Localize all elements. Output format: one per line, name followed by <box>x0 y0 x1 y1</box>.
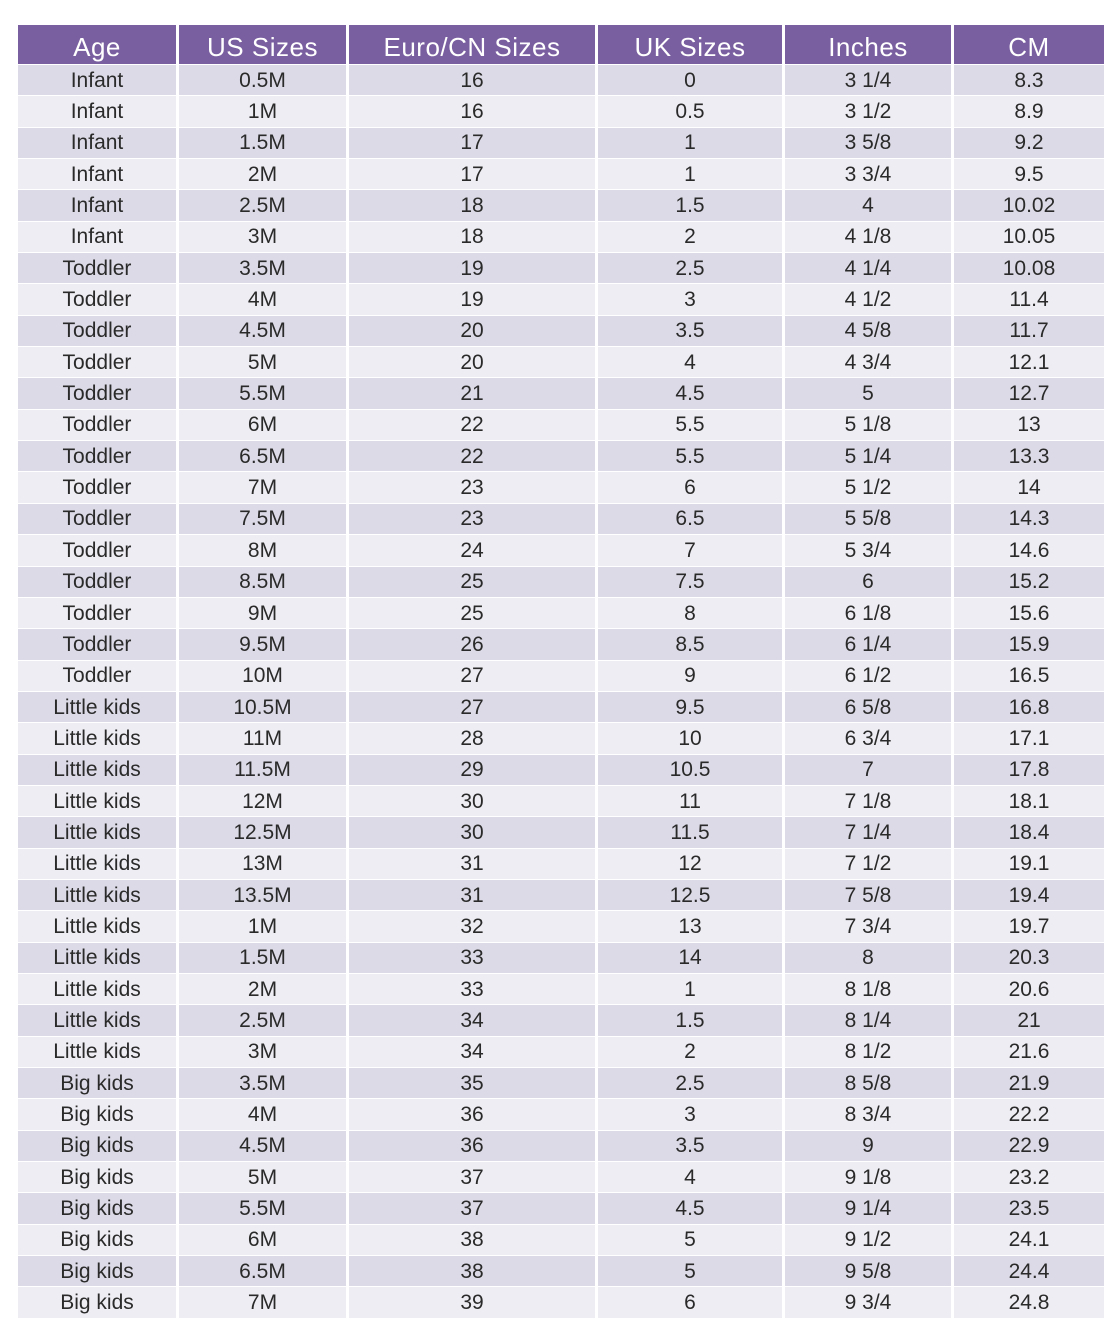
table-row <box>18 1161 1104 1192</box>
us-size-cell: 3.5M <box>179 252 349 283</box>
uk-size-cell: 5 <box>598 1255 785 1286</box>
cm-cell: 15.6 <box>954 597 1104 628</box>
header-inches: Inches <box>785 25 954 64</box>
euro-cn-size-cell: 33 <box>349 973 598 1004</box>
us-size-cell: 4M <box>179 283 349 314</box>
uk-size-cell: 10 <box>598 722 785 753</box>
us-size-cell: 12.5M <box>179 816 349 847</box>
inches-cell: 4 <box>785 189 954 220</box>
inches-cell: 3 1/4 <box>785 64 954 95</box>
us-size-cell: 5.5M <box>179 377 349 408</box>
euro-cn-size-cell: 16 <box>349 64 598 95</box>
uk-size-cell: 3.5 <box>598 1130 785 1161</box>
uk-size-cell: 0.5 <box>598 95 785 126</box>
age-cell: Infant <box>18 64 179 95</box>
cm-cell: 22.9 <box>954 1130 1104 1161</box>
age-cell: Little kids <box>18 754 179 785</box>
uk-size-cell: 2 <box>598 221 785 252</box>
inches-cell: 5 1/2 <box>785 471 954 502</box>
inches-cell: 5 3/4 <box>785 534 954 565</box>
cm-cell: 15.9 <box>954 628 1104 659</box>
header-uk-sizes: UK Sizes <box>598 25 785 64</box>
uk-size-cell: 6 <box>598 471 785 502</box>
age-cell: Little kids <box>18 879 179 910</box>
cm-cell: 17.8 <box>954 754 1104 785</box>
euro-cn-size-cell: 34 <box>349 1004 598 1035</box>
us-size-cell: 13M <box>179 848 349 879</box>
cm-cell: 14 <box>954 471 1104 502</box>
uk-size-cell: 5.5 <box>598 440 785 471</box>
us-size-cell: 10.5M <box>179 691 349 722</box>
table-row <box>18 221 1104 252</box>
uk-size-cell: 6.5 <box>598 503 785 534</box>
age-cell: Little kids <box>18 1036 179 1067</box>
cm-cell: 16.5 <box>954 660 1104 691</box>
table-row <box>18 1067 1104 1098</box>
cm-cell: 19.7 <box>954 910 1104 941</box>
cm-cell: 24.4 <box>954 1255 1104 1286</box>
table-row <box>18 1224 1104 1255</box>
table-row <box>18 722 1104 753</box>
euro-cn-size-cell: 37 <box>349 1161 598 1192</box>
cm-cell: 24.1 <box>954 1224 1104 1255</box>
inches-cell: 7 1/4 <box>785 816 954 847</box>
uk-size-cell: 11 <box>598 785 785 816</box>
uk-size-cell: 4.5 <box>598 377 785 408</box>
header-age: Age <box>18 25 179 64</box>
uk-size-cell: 1 <box>598 127 785 158</box>
table-row <box>18 754 1104 785</box>
cm-cell: 14.3 <box>954 503 1104 534</box>
euro-cn-size-cell: 36 <box>349 1130 598 1161</box>
age-cell: Toddler <box>18 534 179 565</box>
uk-size-cell: 7 <box>598 534 785 565</box>
age-cell: Little kids <box>18 973 179 1004</box>
age-cell: Big kids <box>18 1192 179 1223</box>
us-size-cell: 6.5M <box>179 1255 349 1286</box>
euro-cn-size-cell: 29 <box>349 754 598 785</box>
age-cell: Little kids <box>18 942 179 973</box>
table-row <box>18 566 1104 597</box>
uk-size-cell: 12.5 <box>598 879 785 910</box>
age-cell: Toddler <box>18 346 179 377</box>
table-row <box>18 158 1104 189</box>
age-cell: Little kids <box>18 785 179 816</box>
us-size-cell: 2M <box>179 973 349 1004</box>
us-size-cell: 1.5M <box>179 127 349 158</box>
inches-cell: 9 1/8 <box>785 1161 954 1192</box>
us-size-cell: 13.5M <box>179 879 349 910</box>
cm-cell: 8.3 <box>954 64 1104 95</box>
table-row <box>18 64 1104 95</box>
cm-cell: 21.6 <box>954 1036 1104 1067</box>
uk-size-cell: 3 <box>598 1098 785 1129</box>
inches-cell: 4 5/8 <box>785 315 954 346</box>
age-cell: Little kids <box>18 1004 179 1035</box>
cm-cell: 20.3 <box>954 942 1104 973</box>
euro-cn-size-cell: 21 <box>349 377 598 408</box>
uk-size-cell: 4 <box>598 1161 785 1192</box>
uk-size-cell: 8 <box>598 597 785 628</box>
euro-cn-size-cell: 19 <box>349 283 598 314</box>
table-row <box>18 848 1104 879</box>
table-row <box>18 816 1104 847</box>
age-cell: Big kids <box>18 1286 179 1317</box>
cm-cell: 21 <box>954 1004 1104 1035</box>
inches-cell: 6 3/4 <box>785 722 954 753</box>
age-cell: Big kids <box>18 1098 179 1129</box>
age-cell: Little kids <box>18 816 179 847</box>
inches-cell: 9 1/4 <box>785 1192 954 1223</box>
us-size-cell: 2.5M <box>179 1004 349 1035</box>
euro-cn-size-cell: 17 <box>349 158 598 189</box>
table-row <box>18 691 1104 722</box>
age-cell: Toddler <box>18 660 179 691</box>
age-cell: Toddler <box>18 252 179 283</box>
inches-cell: 8 <box>785 942 954 973</box>
age-cell: Infant <box>18 158 179 189</box>
cm-cell: 9.5 <box>954 158 1104 189</box>
uk-size-cell: 3.5 <box>598 315 785 346</box>
table-row <box>18 879 1104 910</box>
us-size-cell: 4.5M <box>179 315 349 346</box>
inches-cell: 6 5/8 <box>785 691 954 722</box>
table-row <box>18 910 1104 941</box>
age-cell: Big kids <box>18 1224 179 1255</box>
us-size-cell: 0.5M <box>179 64 349 95</box>
uk-size-cell: 9 <box>598 660 785 691</box>
euro-cn-size-cell: 37 <box>349 1192 598 1223</box>
inches-cell: 5 1/8 <box>785 409 954 440</box>
inches-cell: 4 1/4 <box>785 252 954 283</box>
us-size-cell: 3.5M <box>179 1067 349 1098</box>
cm-cell: 19.4 <box>954 879 1104 910</box>
us-size-cell: 9M <box>179 597 349 628</box>
age-cell: Toddler <box>18 471 179 502</box>
cm-cell: 10.08 <box>954 252 1104 283</box>
table-row <box>18 440 1104 471</box>
inches-cell: 5 1/4 <box>785 440 954 471</box>
age-cell: Little kids <box>18 691 179 722</box>
uk-size-cell: 9.5 <box>598 691 785 722</box>
table-row <box>18 346 1104 377</box>
euro-cn-size-cell: 18 <box>349 189 598 220</box>
cm-cell: 21.9 <box>954 1067 1104 1098</box>
cm-cell: 23.5 <box>954 1192 1104 1223</box>
age-cell: Toddler <box>18 628 179 659</box>
cm-cell: 9.2 <box>954 127 1104 158</box>
us-size-cell: 7M <box>179 471 349 502</box>
table-row <box>18 1192 1104 1223</box>
table-row <box>18 597 1104 628</box>
table-row <box>18 189 1104 220</box>
table-row <box>18 252 1104 283</box>
header-euro-cn-sizes: Euro/CN Sizes <box>349 25 598 64</box>
inches-cell: 9 <box>785 1130 954 1161</box>
table-row <box>18 973 1104 1004</box>
age-cell: Toddler <box>18 377 179 408</box>
us-size-cell: 2.5M <box>179 189 349 220</box>
us-size-cell: 2M <box>179 158 349 189</box>
euro-cn-size-cell: 31 <box>349 879 598 910</box>
euro-cn-size-cell: 38 <box>349 1255 598 1286</box>
inches-cell: 5 5/8 <box>785 503 954 534</box>
us-size-cell: 5M <box>179 346 349 377</box>
uk-size-cell: 7.5 <box>598 566 785 597</box>
uk-size-cell: 2.5 <box>598 1067 785 1098</box>
us-size-cell: 3M <box>179 221 349 252</box>
inches-cell: 8 1/8 <box>785 973 954 1004</box>
euro-cn-size-cell: 25 <box>349 597 598 628</box>
cm-cell: 10.02 <box>954 189 1104 220</box>
header-cm: CM <box>954 25 1104 64</box>
inches-cell: 8 1/4 <box>785 1004 954 1035</box>
uk-size-cell: 1 <box>598 158 785 189</box>
euro-cn-size-cell: 35 <box>349 1067 598 1098</box>
cm-cell: 16.8 <box>954 691 1104 722</box>
inches-cell: 9 5/8 <box>785 1255 954 1286</box>
age-cell: Big kids <box>18 1130 179 1161</box>
us-size-cell: 7.5M <box>179 503 349 534</box>
euro-cn-size-cell: 38 <box>349 1224 598 1255</box>
uk-size-cell: 5 <box>598 1224 785 1255</box>
euro-cn-size-cell: 31 <box>349 848 598 879</box>
us-size-cell: 5M <box>179 1161 349 1192</box>
uk-size-cell: 1.5 <box>598 1004 785 1035</box>
uk-size-cell: 8.5 <box>598 628 785 659</box>
us-size-cell: 6.5M <box>179 440 349 471</box>
us-size-cell: 11.5M <box>179 754 349 785</box>
age-cell: Big kids <box>18 1255 179 1286</box>
euro-cn-size-cell: 25 <box>349 566 598 597</box>
inches-cell: 8 5/8 <box>785 1067 954 1098</box>
inches-cell: 7 1/8 <box>785 785 954 816</box>
table-row <box>18 785 1104 816</box>
euro-cn-size-cell: 23 <box>349 471 598 502</box>
age-cell: Little kids <box>18 910 179 941</box>
inches-cell: 9 1/2 <box>785 1224 954 1255</box>
us-size-cell: 6M <box>179 409 349 440</box>
inches-cell: 4 3/4 <box>785 346 954 377</box>
age-cell: Infant <box>18 127 179 158</box>
cm-cell: 8.9 <box>954 95 1104 126</box>
uk-size-cell: 1.5 <box>598 189 785 220</box>
uk-size-cell: 13 <box>598 910 785 941</box>
uk-size-cell: 10.5 <box>598 754 785 785</box>
uk-size-cell: 14 <box>598 942 785 973</box>
uk-size-cell: 0 <box>598 64 785 95</box>
cm-cell: 13 <box>954 409 1104 440</box>
inches-cell: 4 1/2 <box>785 283 954 314</box>
uk-size-cell: 11.5 <box>598 816 785 847</box>
cm-cell: 12.1 <box>954 346 1104 377</box>
us-size-cell: 6M <box>179 1224 349 1255</box>
euro-cn-size-cell: 36 <box>349 1098 598 1129</box>
cm-cell: 22.2 <box>954 1098 1104 1129</box>
cm-cell: 23.2 <box>954 1161 1104 1192</box>
age-cell: Toddler <box>18 503 179 534</box>
table-row <box>18 1036 1104 1067</box>
table-row <box>18 1255 1104 1286</box>
euro-cn-size-cell: 27 <box>349 691 598 722</box>
header-row <box>18 25 1104 64</box>
inches-cell: 8 3/4 <box>785 1098 954 1129</box>
us-size-cell: 1M <box>179 910 349 941</box>
euro-cn-size-cell: 28 <box>349 722 598 753</box>
age-cell: Toddler <box>18 283 179 314</box>
age-cell: Toddler <box>18 597 179 628</box>
euro-cn-size-cell: 18 <box>349 221 598 252</box>
table-row <box>18 503 1104 534</box>
uk-size-cell: 1 <box>598 973 785 1004</box>
uk-size-cell: 4.5 <box>598 1192 785 1223</box>
inches-cell: 7 5/8 <box>785 879 954 910</box>
age-cell: Infant <box>18 95 179 126</box>
inches-cell: 5 <box>785 377 954 408</box>
age-cell: Toddler <box>18 315 179 346</box>
age-cell: Big kids <box>18 1067 179 1098</box>
table-row <box>18 660 1104 691</box>
inches-cell: 9 3/4 <box>785 1286 954 1317</box>
age-cell: Little kids <box>18 848 179 879</box>
inches-cell: 8 1/2 <box>785 1036 954 1067</box>
table-row <box>18 1130 1104 1161</box>
euro-cn-size-cell: 22 <box>349 409 598 440</box>
us-size-cell: 1M <box>179 95 349 126</box>
euro-cn-size-cell: 23 <box>349 503 598 534</box>
us-size-cell: 11M <box>179 722 349 753</box>
euro-cn-size-cell: 20 <box>349 346 598 377</box>
age-cell: Infant <box>18 221 179 252</box>
euro-cn-size-cell: 39 <box>349 1286 598 1317</box>
table-row <box>18 315 1104 346</box>
euro-cn-size-cell: 16 <box>349 95 598 126</box>
cm-cell: 11.4 <box>954 283 1104 314</box>
cm-cell: 14.6 <box>954 534 1104 565</box>
cm-cell: 10.05 <box>954 221 1104 252</box>
us-size-cell: 5.5M <box>179 1192 349 1223</box>
inches-cell: 6 <box>785 566 954 597</box>
table-row <box>18 95 1104 126</box>
us-size-cell: 12M <box>179 785 349 816</box>
inches-cell: 6 1/4 <box>785 628 954 659</box>
us-size-cell: 10M <box>179 660 349 691</box>
inches-cell: 7 3/4 <box>785 910 954 941</box>
uk-size-cell: 12 <box>598 848 785 879</box>
table-row <box>18 1098 1104 1129</box>
euro-cn-size-cell: 24 <box>349 534 598 565</box>
us-size-cell: 8.5M <box>179 566 349 597</box>
uk-size-cell: 6 <box>598 1286 785 1317</box>
euro-cn-size-cell: 26 <box>349 628 598 659</box>
cm-cell: 18.4 <box>954 816 1104 847</box>
euro-cn-size-cell: 20 <box>349 315 598 346</box>
euro-cn-size-cell: 33 <box>349 942 598 973</box>
inches-cell: 4 1/8 <box>785 221 954 252</box>
age-cell: Toddler <box>18 409 179 440</box>
table-row <box>18 409 1104 440</box>
cm-cell: 13.3 <box>954 440 1104 471</box>
euro-cn-size-cell: 30 <box>349 816 598 847</box>
cm-cell: 20.6 <box>954 973 1104 1004</box>
table-row <box>18 628 1104 659</box>
cm-cell: 24.8 <box>954 1286 1104 1317</box>
table-row <box>18 1286 1104 1317</box>
age-cell: Toddler <box>18 566 179 597</box>
table-row <box>18 471 1104 502</box>
us-size-cell: 3M <box>179 1036 349 1067</box>
inches-cell: 3 1/2 <box>785 95 954 126</box>
age-cell: Big kids <box>18 1161 179 1192</box>
euro-cn-size-cell: 27 <box>349 660 598 691</box>
table-row <box>18 942 1104 973</box>
size-table-body <box>18 64 1104 1318</box>
euro-cn-size-cell: 17 <box>349 127 598 158</box>
age-cell: Little kids <box>18 722 179 753</box>
euro-cn-size-cell: 34 <box>349 1036 598 1067</box>
inches-cell: 3 3/4 <box>785 158 954 189</box>
us-size-cell: 8M <box>179 534 349 565</box>
euro-cn-size-cell: 32 <box>349 910 598 941</box>
inches-cell: 6 1/8 <box>785 597 954 628</box>
uk-size-cell: 2 <box>598 1036 785 1067</box>
size-chart-table <box>18 25 1104 1318</box>
euro-cn-size-cell: 19 <box>349 252 598 283</box>
euro-cn-size-cell: 30 <box>349 785 598 816</box>
uk-size-cell: 4 <box>598 346 785 377</box>
table-row <box>18 127 1104 158</box>
cm-cell: 19.1 <box>954 848 1104 879</box>
cm-cell: 11.7 <box>954 315 1104 346</box>
us-size-cell: 9.5M <box>179 628 349 659</box>
table-row <box>18 377 1104 408</box>
cm-cell: 15.2 <box>954 566 1104 597</box>
cm-cell: 12.7 <box>954 377 1104 408</box>
us-size-cell: 4M <box>179 1098 349 1129</box>
table-row <box>18 283 1104 314</box>
uk-size-cell: 2.5 <box>598 252 785 283</box>
inches-cell: 7 <box>785 754 954 785</box>
euro-cn-size-cell: 22 <box>349 440 598 471</box>
us-size-cell: 1.5M <box>179 942 349 973</box>
inches-cell: 7 1/2 <box>785 848 954 879</box>
uk-size-cell: 3 <box>598 283 785 314</box>
cm-cell: 17.1 <box>954 722 1104 753</box>
inches-cell: 3 5/8 <box>785 127 954 158</box>
age-cell: Toddler <box>18 440 179 471</box>
header-us-sizes: US Sizes <box>179 25 349 64</box>
us-size-cell: 4.5M <box>179 1130 349 1161</box>
uk-size-cell: 5.5 <box>598 409 785 440</box>
table-row <box>18 534 1104 565</box>
inches-cell: 6 1/2 <box>785 660 954 691</box>
table-row <box>18 1004 1104 1035</box>
cm-cell: 18.1 <box>954 785 1104 816</box>
age-cell: Infant <box>18 189 179 220</box>
us-size-cell: 7M <box>179 1286 349 1317</box>
